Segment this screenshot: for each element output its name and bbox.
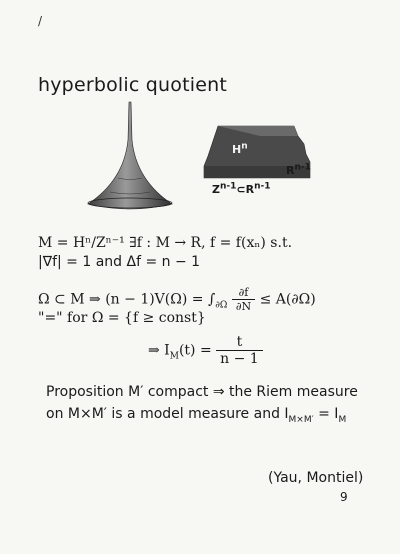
line-equality-case: "=" for Ω = {f ≥ const} <box>38 310 206 326</box>
citation: (Yau, Montiel) <box>268 470 364 486</box>
line-isoperimetric-profile: ⇒ $I_M(t)$ = $\frac{t}{n - 1}$ <box>148 334 263 367</box>
label-rn1: $R^{n-1}$ <box>286 162 311 177</box>
label-quotient: $Z^{n-1}\subset R^{n-1}$ <box>212 181 271 196</box>
line-manifold-def: M = Hⁿ/Zⁿ⁻¹ ∃f : M → R, f = f(xₙ) s.t. <box>38 235 293 251</box>
line-gradient-condition: |∇f| = 1 and Δf = n − 1 <box>38 254 201 270</box>
cusp-funnel-figure <box>80 100 190 212</box>
slide-title: hyperbolic quotient <box>38 74 228 96</box>
page-number: 9 <box>340 490 348 504</box>
line-volume-inequality: Ω ⊂ M ⇒ $(n - 1)V(\Omega) = \int_{\partial\Omega}$ $\frac{\partial f}{\partial N}$ ≤ A(∂Ω) <box>38 286 316 313</box>
proposition-line-2: on M×M′ is a model measure and $I_{M\times M'} = I_M$ <box>46 406 347 425</box>
label-hn: $H^n$ <box>232 141 248 156</box>
corner-mark: / <box>38 14 43 28</box>
proposition-line-1: Proposition M′ compact ⇒ the Riem measure <box>46 384 358 400</box>
